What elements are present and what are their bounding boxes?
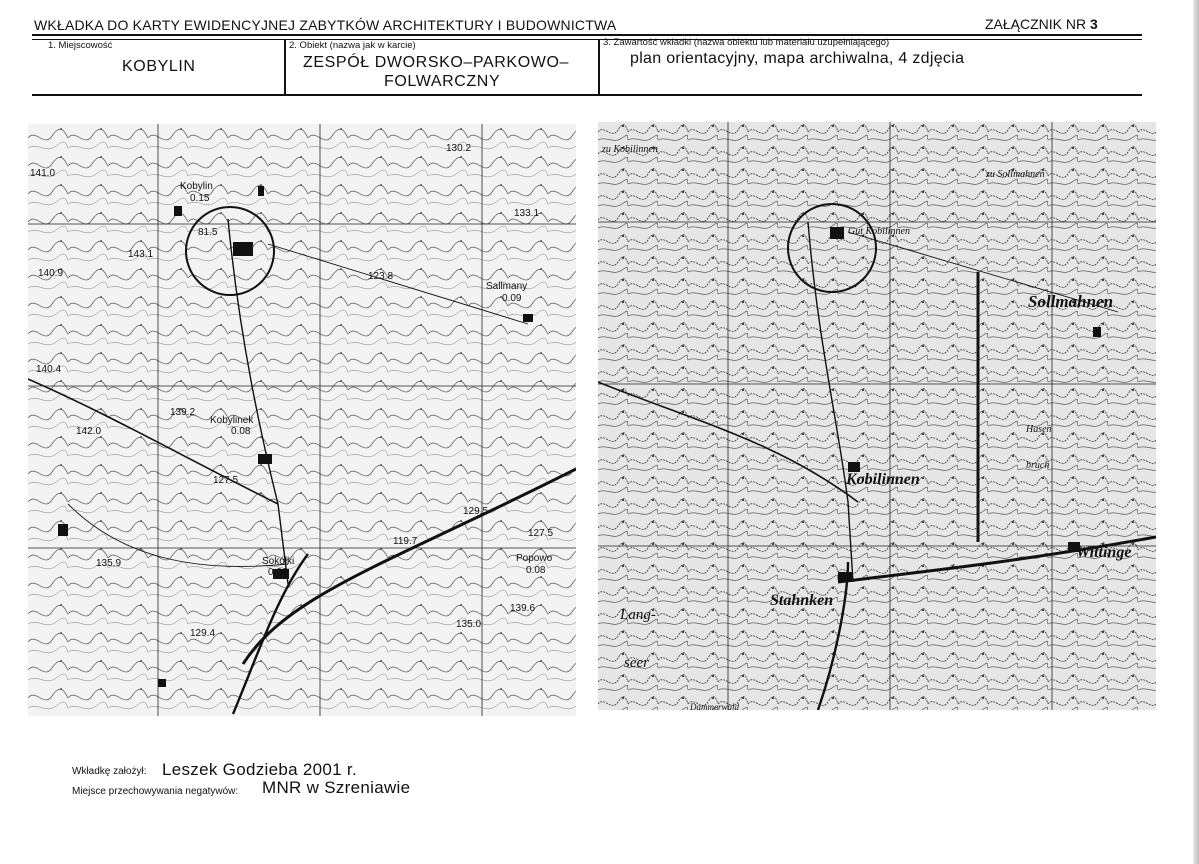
map-label-elev-16: 139.6 bbox=[510, 603, 536, 614]
map-label-elev-5: 123.8 bbox=[368, 271, 394, 282]
map-label-sokolki: Sokółki bbox=[262, 556, 295, 567]
map-label-sallmany: Sallmany bbox=[486, 281, 528, 292]
map-label-elev-6: 130.2 bbox=[446, 143, 472, 154]
map-label-sallmany-area: 0.09 bbox=[502, 293, 522, 304]
map-label-sokolki-area: 0.06 bbox=[268, 567, 288, 578]
place-value: KOBYLIN bbox=[122, 58, 196, 75]
object-value-line1: ZESPÓŁ DWORSKO–PARKOWO– bbox=[303, 54, 569, 71]
map-label-elev-11: 127.5 bbox=[213, 475, 239, 486]
object-label: 2. Obiekt (nazwa jak w karcie) bbox=[289, 40, 416, 51]
map-label-elev-17: 135.0 bbox=[456, 619, 482, 630]
negatives-location-value: MNR w Szreniawie bbox=[262, 778, 411, 797]
header-divider-2 bbox=[598, 39, 600, 95]
annex-number bbox=[985, 16, 1098, 32]
map-label-elev-13: 129.5 bbox=[463, 506, 489, 517]
map-label-elev-9: 139.2 bbox=[170, 407, 196, 418]
archival-label-kobilinnen: Kobilinnen bbox=[846, 471, 920, 488]
archival-label-hasen: Hasen bbox=[1026, 424, 1052, 435]
annex-number-value: 3 bbox=[1090, 16, 1098, 32]
archival-label-zu-kobilinnen: zu Kobilinnen bbox=[602, 144, 658, 155]
archival-label-dammerwald: Dammerwald bbox=[690, 702, 739, 710]
map-label-kobylinek: Kobylinek bbox=[210, 415, 254, 426]
map-label-elev-2: 133.1 bbox=[514, 208, 540, 219]
map-label-elev-12: 119.7 bbox=[393, 536, 418, 547]
negatives-location-label: Miejsce przechowywania negatywów: bbox=[72, 786, 239, 797]
map-label-elev-15: 135.9 bbox=[96, 558, 122, 569]
archival-label-wittinge: Wittinge bbox=[1076, 544, 1132, 561]
map-label-elev-4: 143.1 bbox=[128, 249, 154, 260]
archival-label-seer: seer bbox=[624, 655, 649, 671]
map-label-elev-1: 81.5 bbox=[198, 227, 218, 238]
map-label-kobylin-area: 0.15 bbox=[190, 193, 210, 204]
contents-label: 3. Zawartość wkładki (nazwa obiektu lub materiału uzupełniającego) bbox=[603, 37, 890, 48]
archival-label-zu-sollmahnen: zu Sollmahnen bbox=[986, 169, 1045, 180]
map-label-elev-3: 140.9 bbox=[38, 268, 64, 279]
place-label: 1. Miejscowość bbox=[48, 40, 113, 51]
archival-label-stahnken: Stahnken bbox=[770, 592, 834, 609]
archival-label-sollmahnen: Sollmahnen bbox=[1028, 292, 1114, 311]
contemporary-map-drawing bbox=[28, 124, 576, 716]
form-title: WKŁADKA DO KARTY EWIDENCYJNEJ ZABYTKÓW ARCHITEKTURY I BUDOWNICTWA bbox=[34, 17, 617, 33]
map-label-elev-7: 141.0 bbox=[30, 168, 56, 179]
header-top-rule bbox=[32, 34, 1142, 36]
map-label-kobylin: Kobylin bbox=[180, 181, 213, 192]
created-by-value: Leszek Godzieba 2001 r. bbox=[162, 760, 357, 779]
archival-label-gut-kobilinnen: Gut Kobilinnen bbox=[848, 226, 910, 237]
header-mid-rule bbox=[32, 39, 1142, 40]
map-label-popowo-area: 0.08 bbox=[526, 565, 546, 576]
scan-edge bbox=[1193, 0, 1199, 864]
contents-value: plan orientacyjny, mapa archiwalna, 4 zdjęcia bbox=[630, 50, 965, 67]
archival-map-drawing bbox=[598, 122, 1156, 710]
archival-label-lang: Lang- bbox=[620, 607, 656, 623]
map-label-elev-10: 142.0 bbox=[76, 426, 102, 437]
map-label-elev-8: 140.4 bbox=[36, 364, 62, 375]
annex-label: ZAŁĄCZNIK NR bbox=[985, 16, 1087, 32]
contemporary-map bbox=[28, 124, 576, 716]
map-label-kobylinek-area: 0.08 bbox=[231, 426, 251, 437]
created-by-label: Wkładkę założył: bbox=[72, 766, 147, 777]
map-label-popowo: Popowo bbox=[516, 553, 553, 564]
object-value-line2: FOLWARCZNY bbox=[384, 73, 501, 90]
header-bottom-rule bbox=[32, 94, 1142, 96]
map-label-elev-14: 127.5 bbox=[528, 528, 554, 539]
archival-label-bruch: bruch bbox=[1026, 460, 1050, 471]
map-label-elev-18: 129.4 bbox=[190, 628, 216, 639]
archival-map bbox=[598, 122, 1156, 710]
header-divider-1 bbox=[284, 39, 286, 95]
